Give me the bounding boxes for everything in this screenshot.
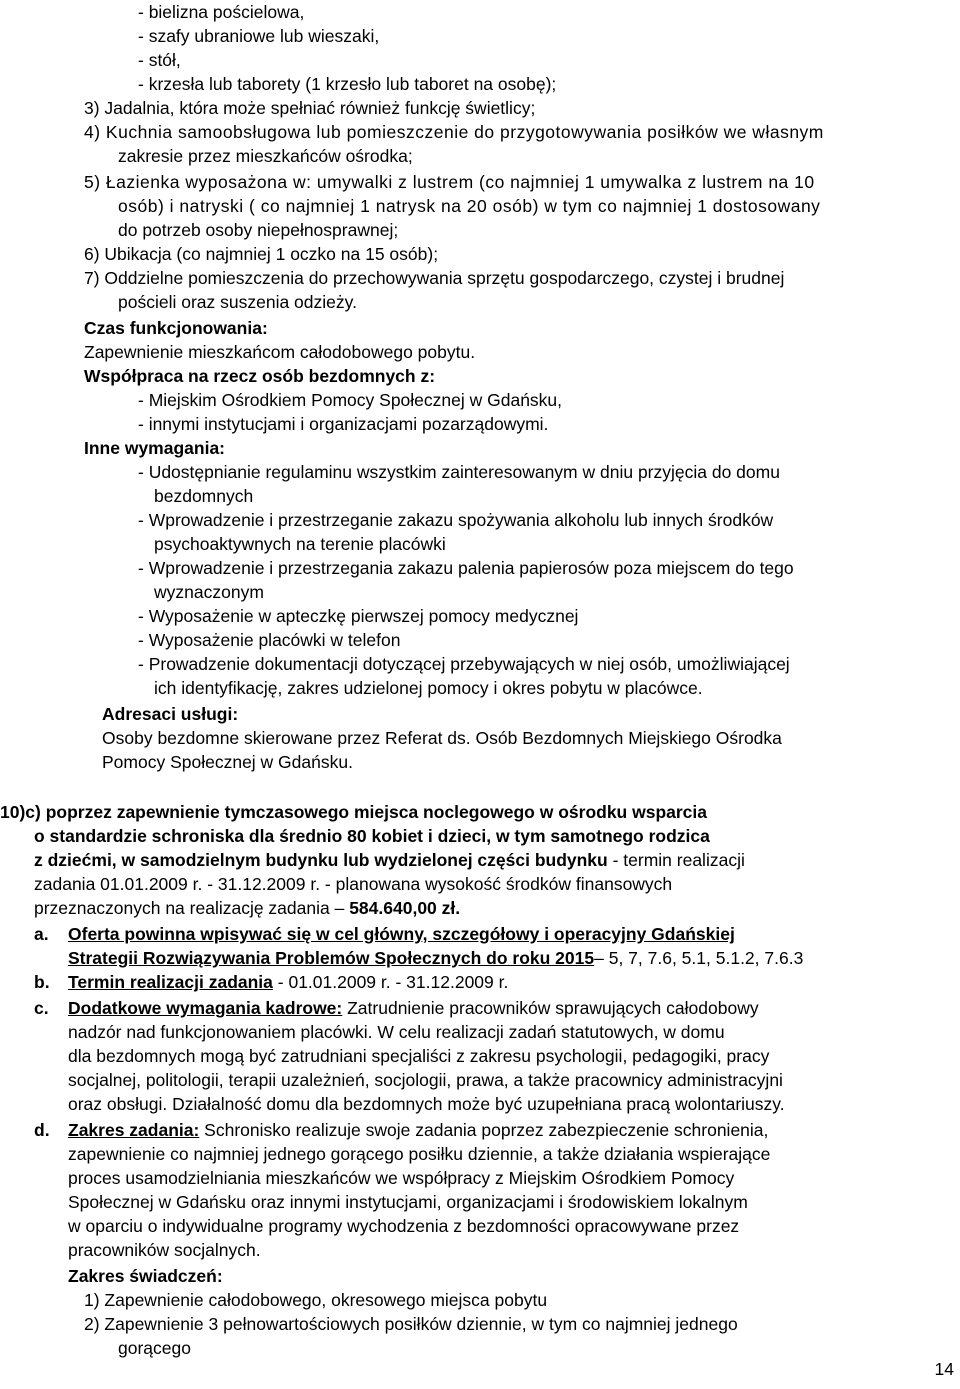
point-d-label: Zakres zadania: — [68, 1120, 200, 1140]
section10-line3 — [34, 848, 745, 872]
list-dash-table: - stół, — [138, 50, 181, 70]
list-item-3: 3) Jadalnia, która może spełniać również funkcję świetlicy; — [84, 98, 536, 118]
adresaci-line1: Osoby bezdomne skierowane przez Referat ds. Osób Bezdomnych Miejskiego Ośrodka — [102, 728, 782, 748]
point-a-line1: Oferta powinna wpisywać się w cel główny, szczegółowy i operacyjny Gdańskiej — [68, 924, 735, 944]
point-a-letter: a. — [34, 924, 49, 944]
list-item-4-line2: zakresie przez mieszkańców ośrodka; — [118, 146, 413, 166]
section10-line4: zadania 01.01.2009 r. - 31.12.2009 r. - planowana wysokość środków finansowych — [34, 874, 673, 894]
point-d-line2: zapewnienie co najmniej jednego gorącego posiłku dziennie, a także działania wspierające — [68, 1144, 771, 1164]
zakres-swiadczen-item-2-line2: gorącego — [118, 1338, 191, 1358]
adresaci-line2: Pomocy Społecznej w Gdańsku. — [102, 752, 353, 772]
point-a-line2 — [68, 946, 803, 970]
page-number: 14 — [934, 1359, 954, 1379]
section10-amount: 584.640,00 zł. — [349, 898, 461, 918]
list-item-5-line3: do potrzeb osoby niepełnosprawnej; — [118, 220, 399, 240]
czas-text: Zapewnienie mieszkańcom całodobowego pobytu. — [84, 342, 476, 362]
inne-dash-2-line2: psychoaktywnych na terenie placówki — [154, 534, 446, 554]
adresaci-heading: Adresaci usługi: — [102, 704, 239, 724]
point-c-line3: dla bezdomnych mogą być zatrudniani specjaliści z zakresu psychologii, pedagogiki, pracy — [68, 1046, 770, 1066]
inne-dash-6-line2: ich identyfikację, zakres udzielonej pomocy i okres pobytu w placówce. — [154, 678, 703, 698]
point-c-line5: oraz obsługi. Działalność domu dla bezdomnych może być uzupełniana pracą wolontariuszy. — [68, 1094, 785, 1114]
point-d-letter: d. — [34, 1120, 50, 1140]
inne-dash-1-line1: - Udostępnianie regulaminu wszystkim zainteresowanym w dniu przyjęcia do domu — [138, 462, 780, 482]
list-item-7-line1: 7) Oddzielne pomieszczenia do przechowywania sprzętu gospodarczego, czystej i brudnej — [84, 268, 785, 288]
point-d-line1 — [68, 1118, 768, 1142]
zakres-swiadczen-item-2-line1: 2) Zapewnienie 3 pełnowartościowych posiłków dziennie, w tym co najmniej jednego — [84, 1314, 738, 1334]
point-a-goals: – 5, 7, 7.6, 5.1, 5.1.2, 7.6.3 — [594, 948, 804, 968]
list-item-5-line1: 5) Łazienka wyposażona w: umywalki z lustrem (co najmniej 1 umywalka z lustrem na 10 — [84, 172, 815, 192]
list-dash-chairs: - krzesła lub taborety (1 krzesło lub taboret na osobę); — [138, 74, 557, 94]
wspolpraca-heading: Współpraca na rzecz osób bezdomnych z: — [84, 366, 436, 386]
list-dash-bedding: - bielizna pościelowa, — [138, 2, 305, 22]
point-c-line2: nadzór nad funkcjonowaniem placówki. W celu realizacji zadań statutowych, w domu — [68, 1022, 725, 1042]
section10-line5-text: przeznaczonych na realizację zadania – — [34, 898, 350, 918]
list-item-4-line1: 4) Kuchnia samoobsługowa lub pomieszczenie do przygotowywania posiłków we własnym — [84, 122, 824, 142]
point-c-line1 — [68, 996, 759, 1020]
section10-line5 — [34, 896, 460, 920]
inne-dash-6-line1: - Prowadzenie dokumentacji dotyczącej przebywających w niej osób, umożliwiającej — [138, 654, 790, 674]
point-c-label: Dodatkowe wymagania kadrowe: — [68, 998, 343, 1018]
point-a-strategy-name: Strategii Rozwiązywania Problemów Społecznych do roku 2015 — [68, 948, 595, 968]
point-c-line4: socjalnej, politologii, terapii uzależnień, socjologii, prawa, a także pracownicy administracyjni — [68, 1070, 783, 1090]
section10-line1: 10)c) poprzez zapewnienie tymczasowego miejsca noclegowego w ośrodku wsparcia — [0, 802, 708, 822]
list-dash-wardrobes: - szafy ubraniowe lub wieszaki, — [138, 26, 380, 46]
czas-heading: Czas funkcjonowania: — [84, 318, 268, 338]
point-b-letter: b. — [34, 972, 50, 992]
point-b-line — [68, 970, 508, 994]
point-c-line1-rest: Zatrudnienie pracowników sprawujących całodobowy — [342, 998, 759, 1018]
wspolpraca-dash-1: - Miejskim Ośrodkiem Pomocy Społecznej w Gdańsku, — [138, 390, 563, 410]
inne-dash-5: - Wyposażenie placówki w telefon — [138, 630, 401, 650]
point-d-line4: Społecznej w Gdańsku oraz innymi instytucjami, organizacjami i środowiskiem lokalnym — [68, 1192, 748, 1212]
wspolpraca-dash-2: - innymi instytucjami i organizacjami pozarządowymi. — [138, 414, 549, 434]
zakres-swiadczen-heading: Zakres świadczeń: — [68, 1266, 223, 1286]
inne-heading: Inne wymagania: — [84, 438, 226, 458]
inne-dash-2-line1: - Wprowadzenie i przestrzeganie zakazu spożywania alkoholu lub innych środków — [138, 510, 774, 530]
point-c-letter: c. — [34, 998, 49, 1018]
point-d-line3: proces usamodzielniania mieszkańców we współpracy z Miejskim Ośrodkiem Pomocy — [68, 1168, 735, 1188]
section10-line2: o standardzie schroniska dla średnio 80 kobiet i dzieci, w tym samotnego rodzica — [34, 826, 710, 846]
list-item-6: 6) Ubikacja (co najmniej 1 oczko na 15 osób); — [84, 244, 439, 264]
list-item-5-line2: osób) i natryski ( co najmniej 1 natrysk na 20 osób) w tym co najmniej 1 dostosowany — [118, 196, 821, 216]
section10-line3-rest: - termin realizacji — [607, 850, 745, 870]
point-d-line5: w oparciu o indywidualne programy wychodzenia z bezdomności opracowywane przez — [68, 1216, 740, 1236]
list-item-7-line2: pościeli oraz suszenia odzieży. — [118, 292, 357, 312]
inne-dash-3-line1: - Wprowadzenie i przestrzegania zakazu palenia papierosów poza miejscem do tego — [138, 558, 794, 578]
inne-dash-1-line2: bezdomnych — [154, 486, 254, 506]
inne-dash-3-line2: wyznaczonym — [154, 582, 264, 602]
section10-line3-bold: z dziećmi, w samodzielnym budynku lub wydzielonej części budynku — [34, 850, 608, 870]
point-d-line1-rest: Schronisko realizuje swoje zadania poprzez zabezpieczenie schronienia, — [199, 1120, 769, 1140]
point-d-line6: pracowników socjalnych. — [68, 1240, 261, 1260]
point-b-label: Termin realizacji zadania — [68, 972, 273, 992]
zakres-swiadczen-item-1: 1) Zapewnienie całodobowego, okresowego miejsca pobytu — [84, 1290, 548, 1310]
inne-dash-4: - Wyposażenie w apteczkę pierwszej pomocy medycznej — [138, 606, 579, 626]
point-b-dates: - 01.01.2009 r. - 31.12.2009 r. — [272, 972, 509, 992]
